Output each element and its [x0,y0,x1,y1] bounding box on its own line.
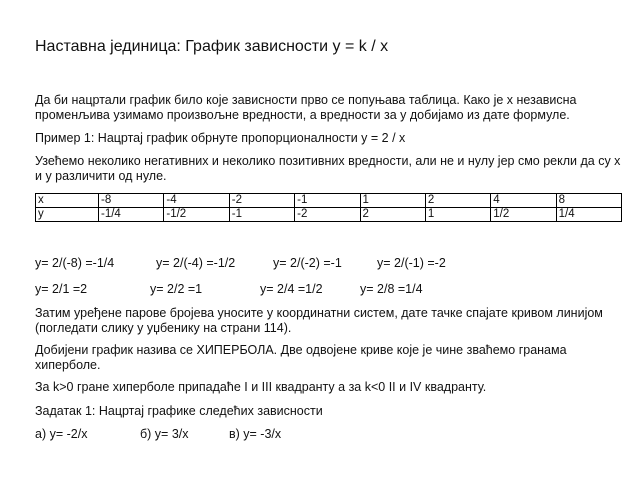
task-heading: Задатак 1: Нацртај графике следећих зависности [35,404,323,418]
hyperbola-line-2: хиперболе. [35,358,101,372]
y-cell: -1/2 [164,208,229,222]
calc-pos-3: y= 2/4 =1/2 [260,282,323,296]
x-cell: -4 [164,194,229,208]
y-cell: -1 [229,208,294,222]
values-table [35,193,622,222]
calc-neg-4: y= 2/(-1) =-2 [377,256,446,270]
quadrants-text: За k>0 гране хиперболе припадаће I и III квадранту а за k<0 II и IV квадранту. [35,380,487,394]
x-label: x [36,194,99,208]
intro-line-2: променљива узимамо произвољне вредности, а вредности за y добијамо из дате формуле. [35,108,570,122]
task-item-c: в) y= -3/x [229,427,282,441]
calc-pos-1: y= 2/1 =2 [35,282,88,296]
y-row [36,208,622,222]
task-item-b: б) y= 3/x [140,427,189,441]
x-cell: -2 [229,194,294,208]
instruction-line-2: и y различити од нуле. [35,169,167,183]
x-cell: 8 [556,194,621,208]
intro-line-1: Да би нацртали график било које зависности прво се попуњава таблица. Како је x независна [35,93,577,107]
x-cell: 1 [360,194,425,208]
calc-pos-2: y= 2/2 =1 [150,282,203,296]
y-cell: 1/2 [491,208,556,222]
calc-pos-4: y= 2/8 =1/4 [360,282,423,296]
x-row [36,194,622,208]
x-cell: 2 [425,194,490,208]
y-cell: -1/4 [99,208,164,222]
task-item-a: а) y= -2/x [35,427,88,441]
calc-neg-2: y= 2/(-4) =-1/2 [156,256,236,270]
y-label: y [36,208,99,222]
instruction-line-1: Узећемо неколико негативних и неколико позитивних вредности, али не и нулу јер смо рекли да су x [35,154,621,168]
y-cell: -2 [295,208,360,222]
example-heading: Пример 1: Нацртај график обрнуте пропорционалности y = 2 / x [35,131,406,145]
x-cell: -8 [99,194,164,208]
calc-neg-3: y= 2/(-2) =-1 [273,256,342,270]
plot-line-2: (погледати слику у уџбенику на страни 114). [35,321,292,335]
y-cell: 1/4 [556,208,621,222]
plot-line-1: Затим уређене парове бројева уносите у координатни систем, дате тачке спајате кривом линијом [35,306,603,320]
hyperbola-line-1: Добијени график назива се ХИПЕРБОЛА. Две одвојене криве које је чине зваћемо гранама [35,343,567,357]
y-cell: 1 [425,208,490,222]
lesson-title: Наставна јединица: График зависности y = k / x [35,38,389,55]
y-cell: 2 [360,208,425,222]
x-cell: -1 [295,194,360,208]
x-cell: 4 [491,194,556,208]
calc-neg-1: y= 2/(-8) =-1/4 [35,256,115,270]
